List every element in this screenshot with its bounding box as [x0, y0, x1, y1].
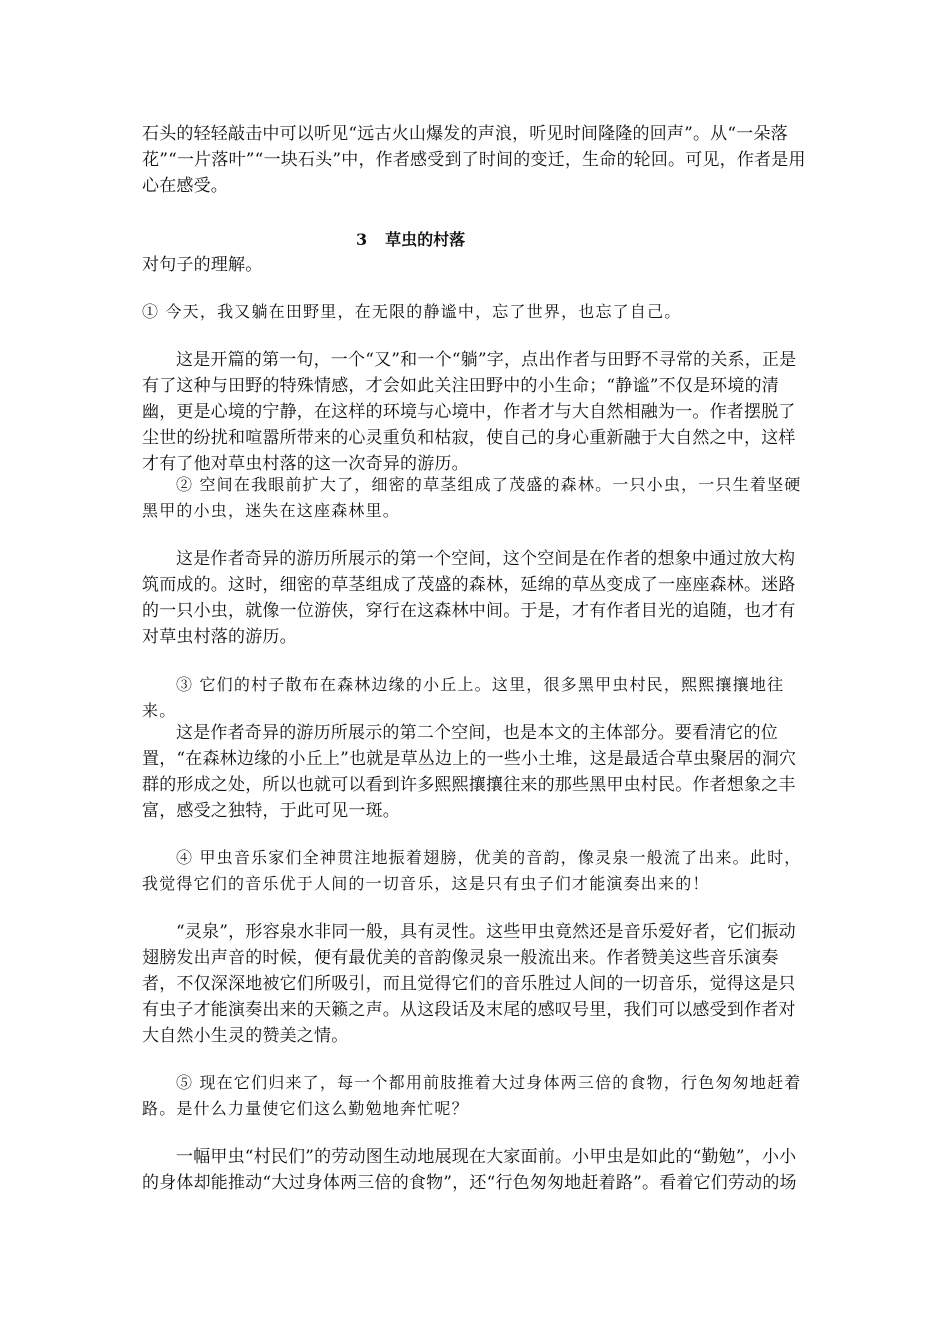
quote-5: ⑤ 现在它们归来了，每一个都用前肢推着大过身体两三倍的食物，行色匆匆地赶着路。是什么力量使它们这么勤勉地奔忙呢？ [142, 1073, 802, 1118]
quote-1: ① 今天，我又躺在田野里，在无限的静谧中，忘了世界，也忘了自己。 [142, 302, 682, 321]
subheading: 对句子的理解。 [142, 255, 263, 275]
section-title: 草虫的村落 [385, 230, 466, 249]
analysis-1: 这是开篇的第一句，一个“又”和一个“躺”字，点出作者与田野不寻常的关系，正是有了这种与田野的特殊情感，才会如此关注田野中的小生命；“静谧”不仅是环境的清幽，更是心境的宁静，在这样的环境与心境中，作者才与大自然相融为一。作者摆脱了尘世的纷扰和喧嚣所带来的心灵重负和枯寂，使自己的身心重新融于大自然之中，这样才有了他对草虫村落的这一次奇异的游历。 [142, 350, 797, 474]
analysis-5: 一幅甲虫“村民们”的劳动图生动地展现在大家面前。小甲虫是如此的“勤勉”，小小的身体却能推动“大过身体两三倍的食物”，还“行色匆匆地赶着路”。看着它们劳动的场 [142, 1147, 797, 1193]
analysis-4: “灵泉”，形容泉水非同一般，具有灵性。这些甲虫竟然还是音乐爱好者，它们振动翅膀发出声音的时候，便有最优美的音韵像灵泉一般流出来。作者赞美这些音乐演奏者，不仅深深地被它们所吸引，而且觉得它们的音乐胜过人间的一切音乐，觉得这是只有虫子才能演奏出来的天籁之声。从这段话及末尾的感叹号里，我们可以感受到作者对大自然小生灵的赞美之情。 [142, 922, 796, 1046]
analysis-3: 这是作者奇异的游历所展示的第二个空间，也是本文的主体部分。要看清它的位置，“在森林边缘的小丘上”也就是草丛边上的一些小土堆，这是最适合草虫聚居的洞穴群的形成之处，所以也就可以看到许多熙熙攘攘往来的那些黑甲虫村民。作者想象之丰富，感受之独特，于此可见一斑。 [142, 723, 797, 821]
intro-paragraph: 石头的轻轻敲击中可以听见“远古火山爆发的声浪，听见时间隆隆的回声”。从“一朵落花”“一片落叶”“一块石头”中，作者感受到了时间的变迁，生命的轮回。可见，作者是用心在感受。 [142, 124, 806, 196]
quote-4: ④ 甲虫音乐家们全神贯注地振着翅膀，优美的音韵，像灵泉一般流了出来。此时，我觉得它们的音乐优于人间的一切音乐，这是只有虫子们才能演奏出来的！ [142, 848, 802, 893]
quote-3: ③ 它们的村子散布在森林边缘的小丘上。这里，很多黑甲虫村民，熙熙攘攘地往来。 [142, 675, 785, 720]
section-heading [142, 228, 810, 252]
analysis-2: 这是作者奇异的游历所展示的第一个空间，这个空间是在作者的想象中通过放大构筑而成的。这时，细密的草茎组成了茂盛的森林，延绵的草丛变成了一座座森林。迷路的一只小虫，就像一位游侠，穿行在这森林中间。于是，才有作者目光的追随，也才有对草虫村落的游历。 [142, 549, 796, 647]
quote-2: ② 空间在我眼前扩大了，细密的草茎组成了茂盛的森林。一只小虫，一只生着坚硬黑甲的小虫，迷失在这座森林里。 [142, 475, 802, 520]
section-number: 3 [356, 230, 368, 249]
